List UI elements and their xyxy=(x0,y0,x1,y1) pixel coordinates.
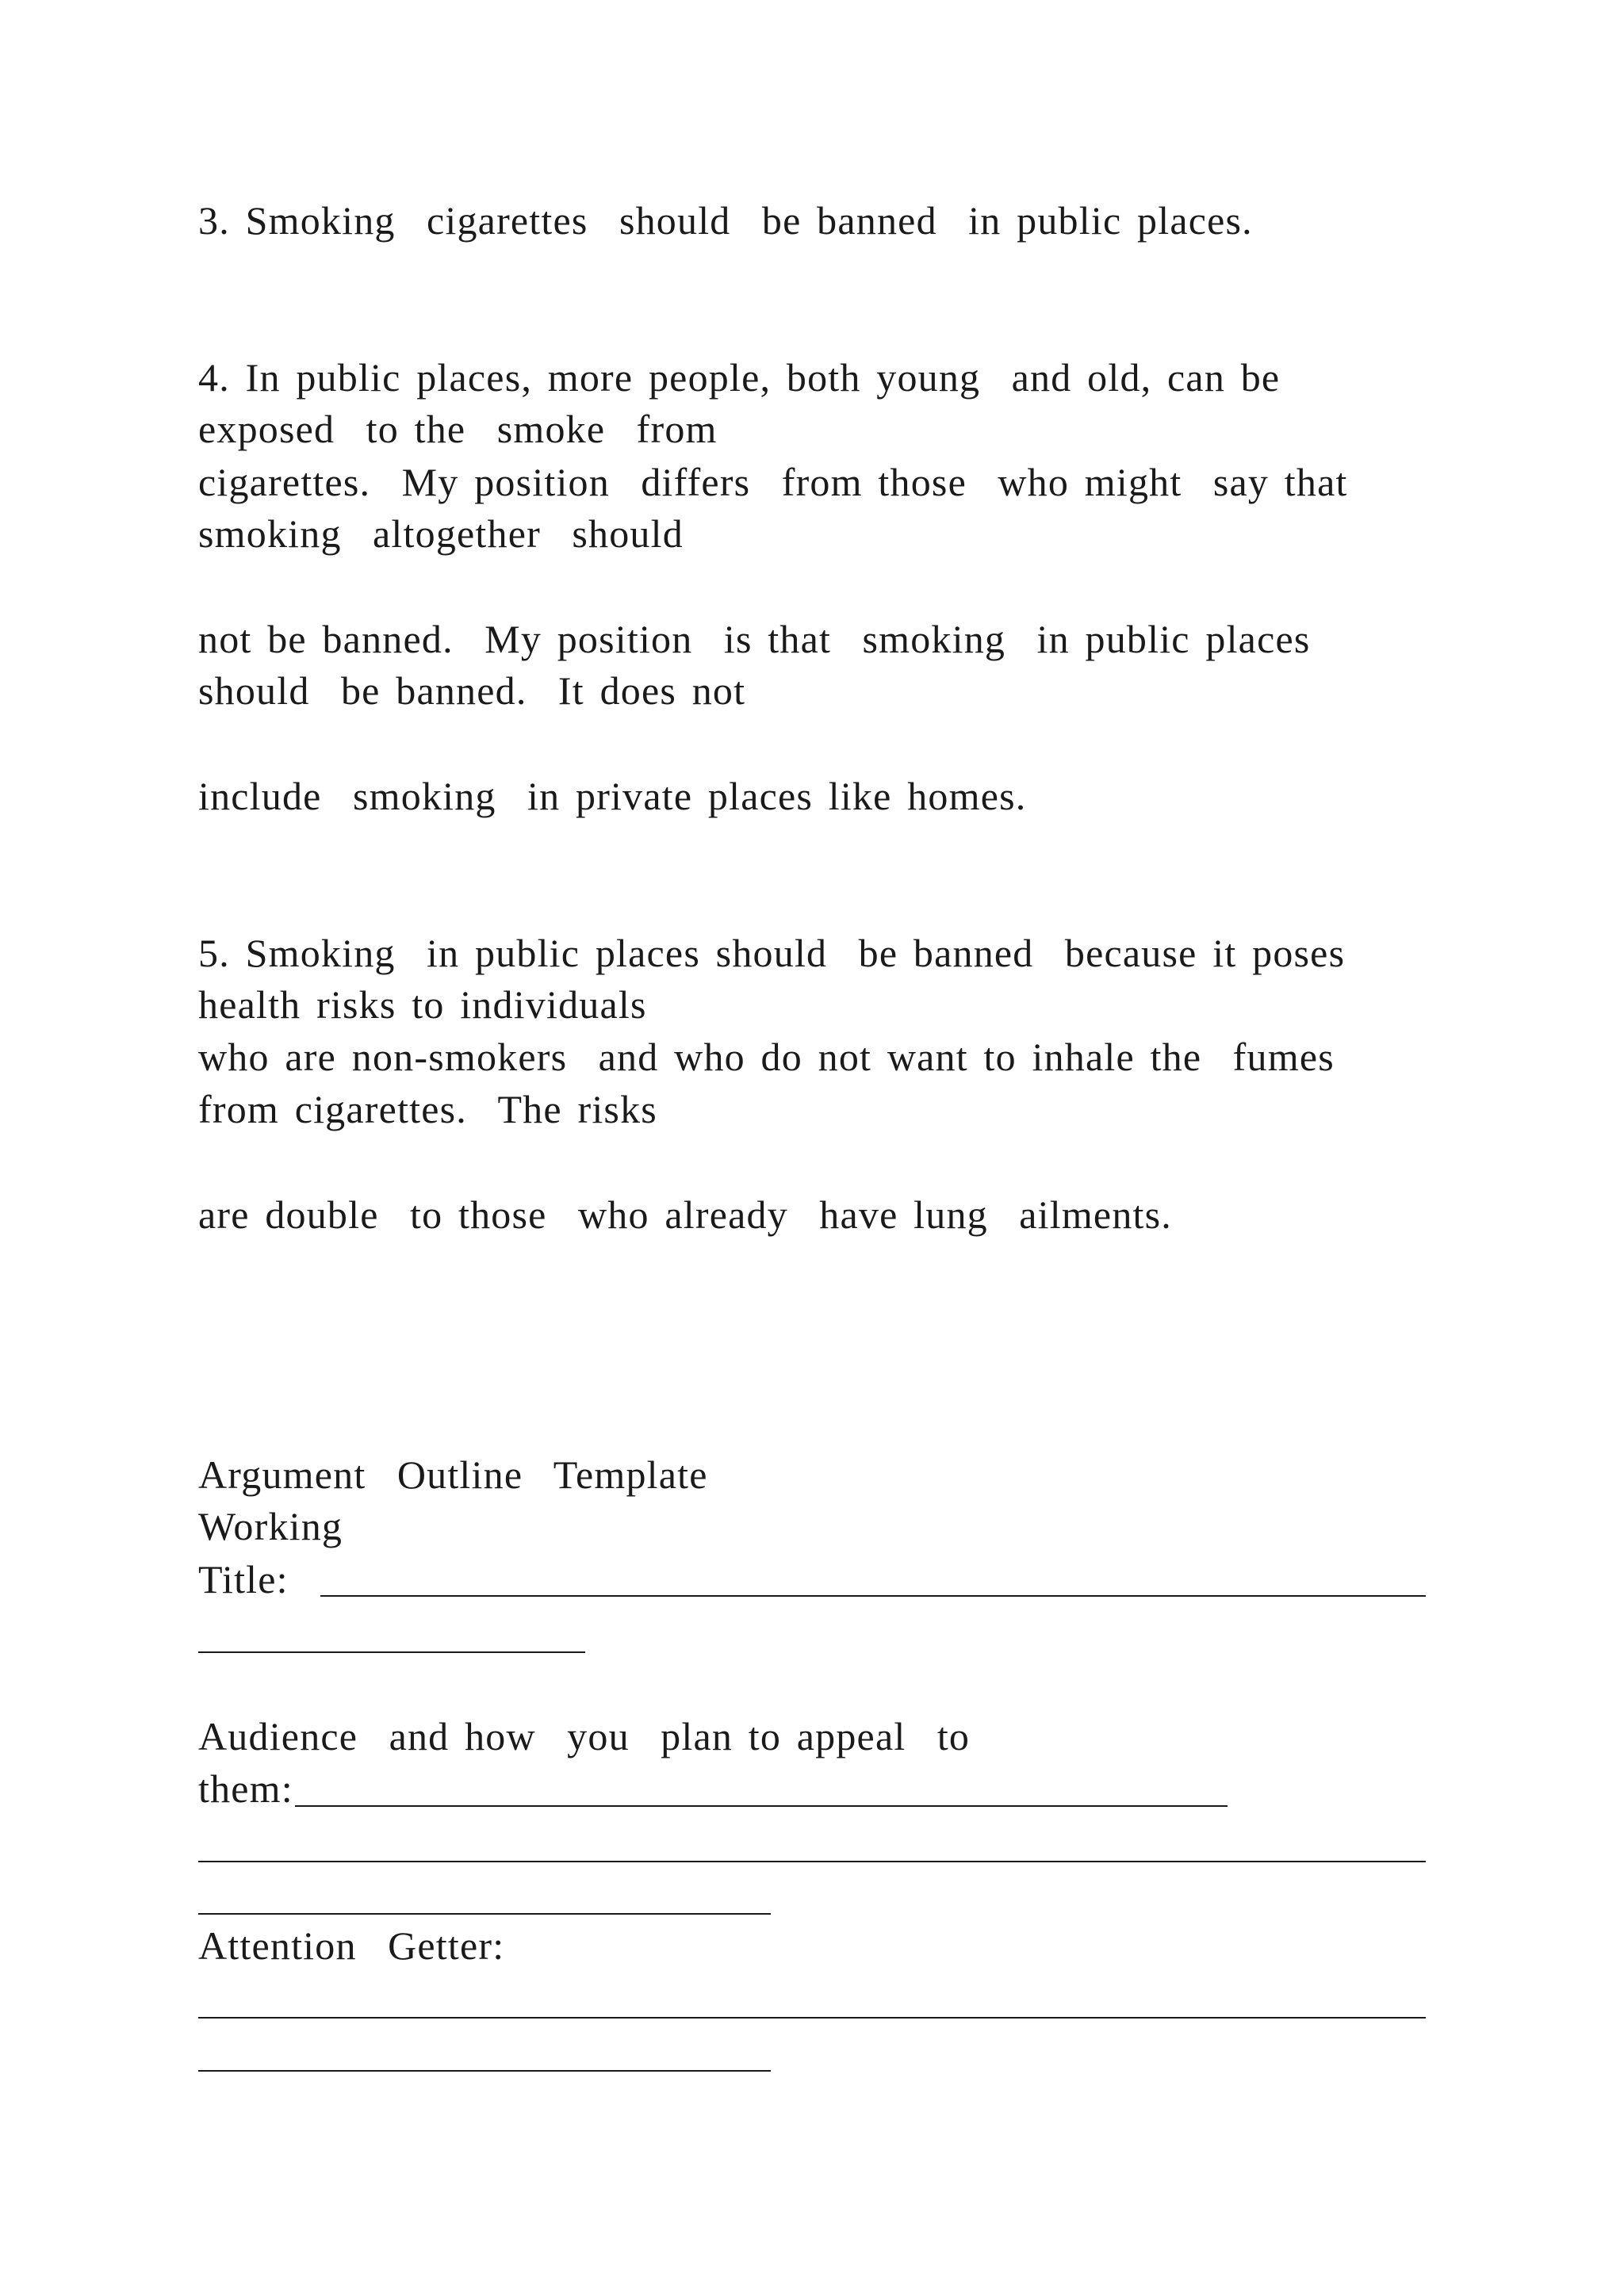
paragraph-5-line-4: from cigarettes. The risks xyxy=(198,1087,657,1131)
template-heading: Argument Outline Template xyxy=(198,1452,708,1497)
paragraph-4-line-4: smoking altogether should xyxy=(198,511,684,556)
attention-blank-line-2 xyxy=(198,2070,771,2072)
audience-blank-line-3 xyxy=(198,1913,771,1915)
paragraph-5-line-5: are double to those who already have lung ailments. xyxy=(198,1192,1172,1237)
paragraph-4-line-7: include smoking in private places like homes. xyxy=(198,774,1027,818)
paragraph-5-line-2: health risks to individuals xyxy=(198,982,647,1027)
audience-label: Audience and how you plan to appeal to xyxy=(198,1714,971,1758)
them-label: them: xyxy=(198,1766,293,1811)
paragraph-4-line-3: cigarettes. My position differs from those who might say that xyxy=(198,460,1348,504)
working-label: Working xyxy=(198,1504,343,1548)
paragraph-5-line-1: 5. Smoking in public places should be banned because it poses xyxy=(198,931,1346,975)
title-label: Title: xyxy=(198,1557,289,1601)
paragraph-3-line-1: 3. Smoking cigarettes should be banned in public places. xyxy=(198,198,1253,243)
audience-blank-line-1 xyxy=(295,1805,1228,1807)
paragraph-4-line-2: exposed to the smoke from xyxy=(198,407,718,451)
attention-getter-label: Attention Getter: xyxy=(198,1923,505,1968)
paragraph-5-line-3: who are non-smokers and who do not want to inhale the fumes xyxy=(198,1035,1335,1079)
title-blank-line-2 xyxy=(198,1651,585,1653)
paragraph-4-line-5: not be banned. My position is that smoking in public places xyxy=(198,617,1311,661)
paragraph-4-line-1: 4. In public places, more people, both young and old, can be xyxy=(198,355,1281,400)
audience-blank-line-2 xyxy=(198,1861,1426,1862)
attention-blank-line-1 xyxy=(198,2017,1426,2019)
paragraph-4-line-6: should be banned. It does not xyxy=(198,668,746,713)
title-blank-line-1 xyxy=(320,1595,1426,1597)
